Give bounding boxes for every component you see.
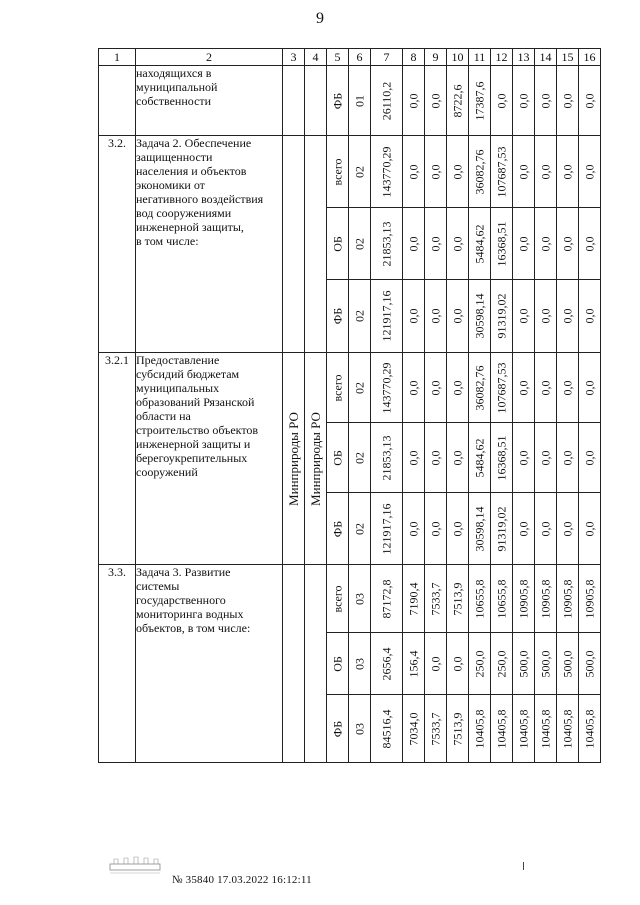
total-value: 84516,4	[371, 695, 403, 763]
year-value: 16368,51	[491, 208, 513, 280]
year-value: 0,0	[513, 280, 535, 353]
year-value: 0,0	[557, 66, 579, 136]
column-number: 7	[371, 49, 403, 66]
column-number-row	[99, 49, 601, 66]
year-value: 0,0	[403, 493, 425, 565]
year-value: 91319,02	[491, 493, 513, 565]
year-value: 91319,02	[491, 280, 513, 353]
year-value: 0,0	[557, 493, 579, 565]
year-value: 0,0	[425, 208, 447, 280]
year-value: 0,0	[535, 493, 557, 565]
task-code: 02	[349, 493, 371, 565]
funding-source: всего	[327, 565, 349, 633]
year-value: 10905,8	[513, 565, 535, 633]
year-value: 0,0	[579, 423, 601, 493]
column-number: 15	[557, 49, 579, 66]
year-value: 0,0	[447, 493, 469, 565]
total-value: 2656,4	[371, 633, 403, 695]
year-value: 0,0	[447, 423, 469, 493]
year-value: 0,0	[513, 493, 535, 565]
year-value: 0,0	[579, 136, 601, 208]
year-value: 156,4	[403, 633, 425, 695]
year-value: 10405,8	[491, 695, 513, 763]
document-registration: № 35840 17.03.2022 16:12:11	[172, 874, 312, 886]
registry-stamp-icon	[106, 856, 166, 876]
year-value: 0,0	[557, 208, 579, 280]
year-value: 0,0	[425, 280, 447, 353]
year-value: 0,0	[535, 423, 557, 493]
funding-source: всего	[327, 353, 349, 423]
year-value: 500,0	[557, 633, 579, 695]
column-number: 11	[469, 49, 491, 66]
year-value: 16368,51	[491, 423, 513, 493]
program-table	[98, 48, 601, 763]
executor-cell	[283, 565, 305, 763]
year-value: 107687,53	[491, 353, 513, 423]
year-value: 7513,9	[447, 695, 469, 763]
year-value: 10905,8	[535, 565, 557, 633]
year-value: 0,0	[579, 208, 601, 280]
column-number: 3	[283, 49, 305, 66]
year-value: 0,0	[425, 66, 447, 136]
funding-source: ФБ	[327, 66, 349, 136]
funding-source: ФБ	[327, 280, 349, 353]
year-value: 250,0	[491, 633, 513, 695]
table-row	[99, 136, 601, 208]
column-number: 14	[535, 49, 557, 66]
year-value: 0,0	[403, 208, 425, 280]
year-value: 0,0	[425, 136, 447, 208]
year-value: 5484,62	[469, 423, 491, 493]
year-value: 250,0	[469, 633, 491, 695]
column-number: 16	[579, 49, 601, 66]
funding-source: ОБ	[327, 208, 349, 280]
row-number: 3.2.1	[99, 353, 136, 565]
year-value: 0,0	[403, 280, 425, 353]
year-value: 0,0	[557, 353, 579, 423]
year-value: 500,0	[579, 633, 601, 695]
column-number: 9	[425, 49, 447, 66]
row-number: 3.2.	[99, 136, 136, 353]
year-value: 0,0	[425, 633, 447, 695]
year-value: 0,0	[447, 353, 469, 423]
year-value: 0,0	[425, 423, 447, 493]
year-value: 500,0	[535, 633, 557, 695]
year-value: 0,0	[403, 353, 425, 423]
row-number: 3.3.	[99, 565, 136, 763]
year-value: 0,0	[579, 493, 601, 565]
year-value: 0,0	[513, 136, 535, 208]
total-value: 26110,2	[371, 66, 403, 136]
total-value: 121917,16	[371, 280, 403, 353]
coexecutor-cell	[305, 66, 327, 136]
row-description: Предоставление субсидий бюджетам муниципальных образований Рязанской области на строительство объектов инженерной защиты и берегоукрепительных сооружений	[136, 353, 283, 565]
task-code: 01	[349, 66, 371, 136]
row-description: находящихся в муниципальной собственности	[136, 66, 283, 136]
task-code: 03	[349, 695, 371, 763]
page-number: 9	[316, 10, 324, 27]
year-value: 10405,8	[513, 695, 535, 763]
year-value: 30598,14	[469, 280, 491, 353]
year-value: 0,0	[447, 633, 469, 695]
year-value: 0,0	[425, 493, 447, 565]
year-value: 0,0	[491, 66, 513, 136]
year-value: 0,0	[535, 208, 557, 280]
coexecutor-cell	[305, 136, 327, 353]
task-code: 02	[349, 423, 371, 493]
year-value: 0,0	[513, 423, 535, 493]
total-value: 21853,13	[371, 423, 403, 493]
year-value: 0,0	[535, 353, 557, 423]
year-value: 10405,8	[535, 695, 557, 763]
column-number: 13	[513, 49, 535, 66]
year-value: 10905,8	[557, 565, 579, 633]
year-value: 10655,8	[491, 565, 513, 633]
year-value: 0,0	[557, 280, 579, 353]
year-value: 0,0	[513, 208, 535, 280]
year-value: 0,0	[557, 136, 579, 208]
year-value: 10405,8	[557, 695, 579, 763]
year-value: 30598,14	[469, 493, 491, 565]
year-value: 0,0	[403, 423, 425, 493]
coexecutor-cell	[305, 565, 327, 763]
row-number	[99, 66, 136, 136]
year-value: 7533,7	[425, 565, 447, 633]
year-value: 0,0	[513, 66, 535, 136]
year-value: 0,0	[535, 280, 557, 353]
task-code: 03	[349, 633, 371, 695]
funding-source: ОБ	[327, 423, 349, 493]
task-code: 02	[349, 280, 371, 353]
year-value: 36082,76	[469, 136, 491, 208]
year-value: 0,0	[535, 136, 557, 208]
total-value: 21853,13	[371, 208, 403, 280]
column-number: 4	[305, 49, 327, 66]
task-code: 02	[349, 353, 371, 423]
executor-cell	[283, 136, 305, 353]
year-value: 7190,4	[403, 565, 425, 633]
executor-cell: Минприроды РО	[283, 353, 305, 565]
scan-mark	[523, 862, 524, 870]
year-value: 0,0	[447, 208, 469, 280]
year-value: 0,0	[403, 136, 425, 208]
column-number: 6	[349, 49, 371, 66]
funding-source: ФБ	[327, 695, 349, 763]
total-value: 87172,8	[371, 565, 403, 633]
task-code: 02	[349, 208, 371, 280]
column-number: 8	[403, 49, 425, 66]
total-value: 143770,29	[371, 136, 403, 208]
year-value: 0,0	[513, 353, 535, 423]
funding-source: ОБ	[327, 633, 349, 695]
row-description: Задача 2. Обеспечение защищенности населения и объектов экономики от негативного воздействия вод сооружениями инженерной защиты, в том числе:	[136, 136, 283, 353]
task-code: 02	[349, 136, 371, 208]
funding-source: всего	[327, 136, 349, 208]
year-value: 7533,7	[425, 695, 447, 763]
column-number: 5	[327, 49, 349, 66]
year-value: 36082,76	[469, 353, 491, 423]
year-value: 0,0	[425, 353, 447, 423]
total-value: 143770,29	[371, 353, 403, 423]
year-value: 10405,8	[469, 695, 491, 763]
year-value: 8722,6	[447, 66, 469, 136]
year-value: 0,0	[579, 280, 601, 353]
funding-source: ФБ	[327, 493, 349, 565]
row-description: Задача 3. Развитие системы государственного мониторинга водных объектов, в том числе:	[136, 565, 283, 763]
total-value: 121917,16	[371, 493, 403, 565]
year-value: 500,0	[513, 633, 535, 695]
executor-cell	[283, 66, 305, 136]
coexecutor-cell: Минприроды РО	[305, 353, 327, 565]
table-row	[99, 565, 601, 633]
year-value: 10905,8	[579, 565, 601, 633]
year-value: 17387,6	[469, 66, 491, 136]
year-value: 107687,53	[491, 136, 513, 208]
year-value: 0,0	[557, 423, 579, 493]
table-row	[99, 66, 601, 136]
task-code: 03	[349, 565, 371, 633]
year-value: 7513,9	[447, 565, 469, 633]
table-row	[99, 353, 601, 423]
year-value: 0,0	[447, 280, 469, 353]
column-number: 1	[99, 49, 136, 66]
year-value: 0,0	[535, 66, 557, 136]
year-value: 0,0	[579, 353, 601, 423]
year-value: 5484,62	[469, 208, 491, 280]
year-value: 0,0	[403, 66, 425, 136]
year-value: 10405,8	[579, 695, 601, 763]
column-number: 12	[491, 49, 513, 66]
column-number: 10	[447, 49, 469, 66]
column-number: 2	[136, 49, 283, 66]
year-value: 7034,0	[403, 695, 425, 763]
year-value: 10655,8	[469, 565, 491, 633]
year-value: 0,0	[579, 66, 601, 136]
year-value: 0,0	[447, 136, 469, 208]
